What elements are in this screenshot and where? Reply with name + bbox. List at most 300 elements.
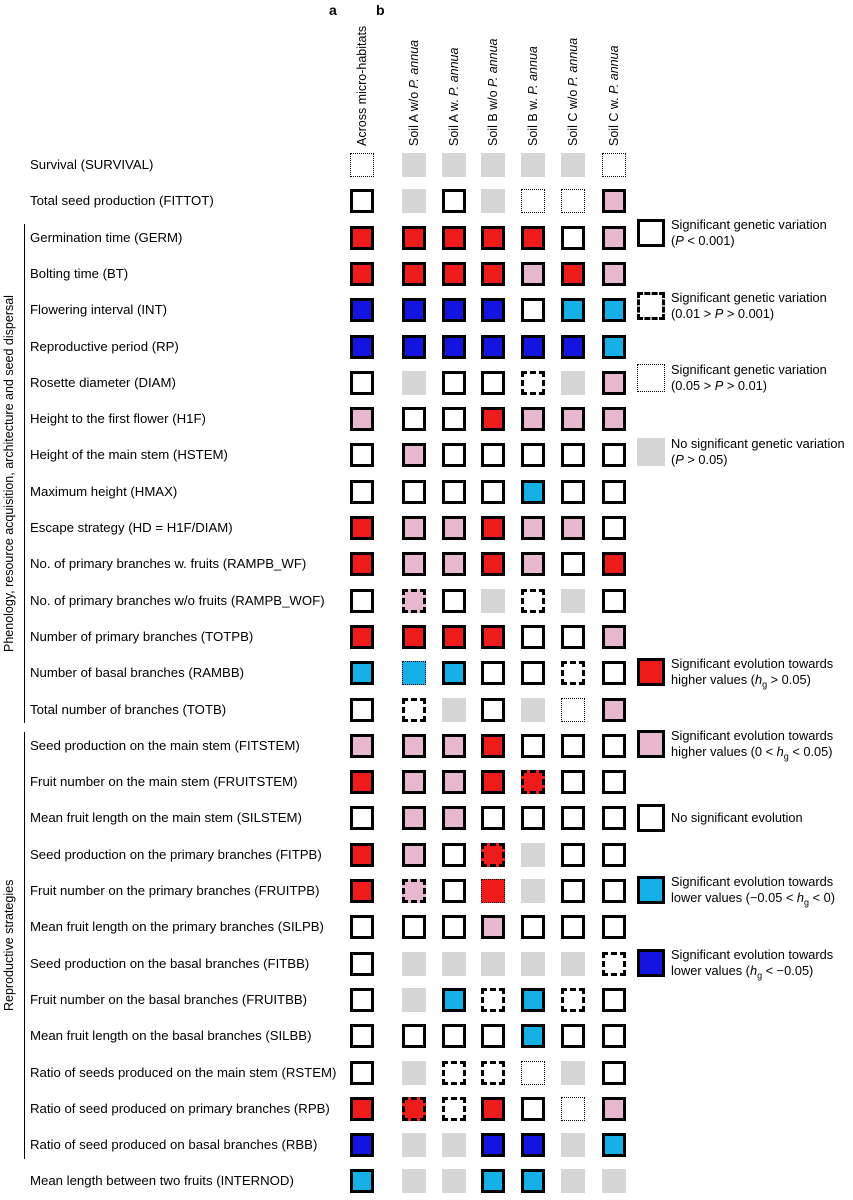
- heatmap-cell: [602, 1169, 626, 1193]
- heatmap-cell: [442, 661, 466, 685]
- legend-swatch: [637, 658, 665, 686]
- heatmap-cell: [602, 552, 626, 576]
- column-label: [447, 48, 461, 146]
- heatmap-cell: [481, 1133, 505, 1157]
- legend-line-2-part: (0.05 >: [671, 378, 715, 393]
- heatmap-cell: [602, 770, 626, 794]
- heatmap-cell: [602, 915, 626, 939]
- heatmap-cell: [602, 879, 626, 903]
- heatmap-cell: [442, 770, 466, 794]
- heatmap-cell: [561, 516, 585, 540]
- heatmap-cell: [402, 661, 426, 685]
- heatmap-cell: [350, 298, 374, 322]
- legend-line-2-part: lower values (−0.05 <: [671, 890, 797, 905]
- heatmap-cell: [602, 189, 626, 213]
- group-bracket: [24, 732, 25, 1159]
- heatmap-cell: [442, 698, 466, 722]
- legend-text: [671, 290, 827, 322]
- legend-line-2-part: higher values (: [671, 672, 755, 687]
- column-label: [355, 26, 369, 146]
- heatmap-cell: [521, 625, 545, 649]
- heatmap-cell: [521, 443, 545, 467]
- heatmap-cell: [602, 734, 626, 758]
- heatmap-cell: [521, 806, 545, 830]
- heatmap-cell: [481, 335, 505, 359]
- heatmap-cell: [402, 770, 426, 794]
- row-label: Maximum height (HMAX): [30, 483, 178, 499]
- heatmap-cell: [402, 698, 426, 722]
- heatmap-cell: [442, 371, 466, 395]
- legend-text: [671, 810, 803, 826]
- heatmap-cell: [521, 988, 545, 1012]
- row-label: Fruit number on the basal branches (FRUITBB): [30, 991, 308, 1007]
- legend-swatch: [637, 438, 665, 466]
- heatmap-cell: [521, 1133, 545, 1157]
- legend-line-1: No significant evolution: [671, 810, 803, 825]
- heatmap-cell: [561, 407, 585, 431]
- legend-text: [671, 436, 845, 468]
- legend-line-1: Significant genetic variation: [671, 290, 827, 305]
- heatmap-cell: [442, 1097, 466, 1121]
- heatmap-cell: [350, 734, 374, 758]
- heatmap-cell: [481, 298, 505, 322]
- heatmap-cell: [602, 1097, 626, 1121]
- heatmap-cell: [481, 1097, 505, 1121]
- row-label: Mean fruit length on the main stem (SILSTEM): [30, 810, 302, 826]
- legend-line-2-part: h: [776, 744, 784, 759]
- column-label-species: P. annua: [447, 47, 461, 96]
- legend-line-1: Significant evolution towards: [671, 656, 834, 671]
- heatmap-cell: [350, 1024, 374, 1048]
- column-label-text: Soil A w.: [447, 95, 461, 146]
- heatmap-cell: [602, 1024, 626, 1048]
- legend-line-2-part: (0.01 >: [671, 306, 715, 321]
- legend-line-2: [671, 378, 827, 394]
- row-label: Bolting time (BT): [30, 265, 129, 281]
- legend-line-1: Significant evolution towards: [671, 728, 834, 743]
- legend-line-2-part: < −0.05): [762, 963, 814, 978]
- legend-text: [671, 947, 833, 979]
- heatmap-cell: [442, 806, 466, 830]
- legend-text: [671, 728, 833, 760]
- heatmap-cell: [350, 1097, 374, 1121]
- heatmap-cell: [602, 480, 626, 504]
- legend-text: [671, 656, 833, 688]
- heatmap-cell: [402, 153, 426, 177]
- heatmap-cell: [602, 661, 626, 685]
- heatmap-cell: [442, 952, 466, 976]
- legend-line-2-part: h: [749, 963, 758, 978]
- heatmap-cell: [402, 1133, 426, 1157]
- heatmap-cell: [602, 952, 626, 976]
- heatmap-cell: [481, 407, 505, 431]
- column-label: [526, 46, 540, 146]
- heatmap-cell: [602, 153, 626, 177]
- legend-line-2-part: > 0.01): [723, 378, 768, 393]
- row-label: No. of primary branches w/o fruits (RAMPB_WOF): [30, 592, 325, 608]
- heatmap-cell: [350, 262, 374, 286]
- heatmap-cell: [561, 879, 585, 903]
- heatmap-cell: [442, 915, 466, 939]
- row-label: Fruit number on the primary branches (FRUITPB): [30, 883, 320, 898]
- heatmap-cell: [350, 879, 374, 903]
- heatmap-cell: [350, 661, 374, 685]
- heatmap-cell: [602, 516, 626, 540]
- heatmap-cell: [561, 1061, 585, 1085]
- heatmap-cell: [521, 335, 545, 359]
- heatmap-cell: [350, 625, 374, 649]
- heatmap-cell: [350, 589, 374, 613]
- heatmap-cell: [402, 879, 426, 903]
- heatmap-cell: [561, 298, 585, 322]
- heatmap-cell: [402, 371, 426, 395]
- heatmap-cell: [561, 1024, 585, 1048]
- legend-line-2-part: h: [754, 672, 763, 687]
- heatmap-cell: [402, 407, 426, 431]
- row-label: Ratio of seed produced on basal branches (RBB): [30, 1137, 318, 1153]
- legend-line-2-part: > 0.001): [723, 306, 775, 321]
- heatmap-cell: [521, 298, 545, 322]
- heatmap-cell: [561, 661, 585, 685]
- heatmap-cell: [561, 843, 585, 867]
- row-label: Seed production on the main stem (FITSTEM): [30, 737, 300, 753]
- row-label: Total number of branches (TOTB): [30, 701, 227, 717]
- heatmap-cell: [350, 552, 374, 576]
- heatmap-cell: [402, 625, 426, 649]
- heatmap-cell: [481, 443, 505, 467]
- legend-line-2-part: lower values (: [671, 963, 750, 978]
- legend-line-2-part: g: [783, 751, 789, 762]
- row-label: Height of the main stem (HSTEM): [30, 447, 228, 463]
- legend-line-2: [671, 744, 833, 760]
- heatmap-cell: [402, 552, 426, 576]
- heatmap-cell: [481, 661, 505, 685]
- heatmap-cell: [521, 661, 545, 685]
- legend-swatch: [637, 219, 665, 247]
- heatmap-cell: [602, 806, 626, 830]
- row-label: No. of primary branches w. fruits (RAMPB_WF): [30, 556, 307, 572]
- row-label: Fruit number on the main stem (FRUITSTEM): [30, 774, 298, 790]
- row-label: Mean fruit length on the basal branches (SILBB): [30, 1028, 312, 1044]
- heatmap-cell: [402, 480, 426, 504]
- heatmap-cell: [350, 516, 374, 540]
- heatmap-cell: [442, 1024, 466, 1048]
- heatmap-cell: [561, 371, 585, 395]
- column-label-text: Soil B w/o: [486, 86, 500, 146]
- heatmap-cell: [521, 189, 545, 213]
- legend-line-1: Significant genetic variation: [671, 217, 827, 232]
- heatmap-cell: [561, 988, 585, 1012]
- legend-line-2-part: P: [714, 306, 724, 321]
- heatmap-cell: [442, 843, 466, 867]
- column-label-text: Soil B w.: [526, 94, 540, 146]
- heatmap-cell: [442, 226, 466, 250]
- row-label: Survival (SURVIVAL): [30, 157, 154, 172]
- heatmap-cell: [350, 480, 374, 504]
- legend-swatch: [637, 949, 665, 977]
- heatmap-cell: [350, 1133, 374, 1157]
- legend-line-2: [671, 233, 827, 249]
- heatmap-cell: [521, 407, 545, 431]
- heatmap-cell: [402, 988, 426, 1012]
- heatmap-cell: [521, 770, 545, 794]
- row-label: Germination time (GERM): [30, 229, 183, 245]
- heatmap-cell: [402, 298, 426, 322]
- heatmap-cell: [521, 589, 545, 613]
- heatmap-cell: [442, 734, 466, 758]
- legend-line-2-part: P: [675, 452, 684, 467]
- heatmap-cell: [481, 480, 505, 504]
- heatmap-cell: [442, 298, 466, 322]
- heatmap-cell: [521, 952, 545, 976]
- heatmap-cell: [442, 480, 466, 504]
- row-label: Seed production on the primary branches (FITPB): [30, 846, 322, 862]
- heatmap-cell: [602, 298, 626, 322]
- column-label-species: P. annua: [486, 38, 500, 87]
- heatmap-cell: [402, 443, 426, 467]
- heatmap-cell: [481, 625, 505, 649]
- legend-line-2-part: higher values (0 <: [671, 744, 777, 759]
- heatmap-cell: [561, 153, 585, 177]
- heatmap-cell: [442, 1133, 466, 1157]
- heatmap-cell: [521, 1097, 545, 1121]
- row-label: Ratio of seeds produced on the main stem (RSTEM): [30, 1064, 337, 1080]
- group-label: Phenology, resource acquisition, architecture and seed dispersal: [2, 295, 16, 653]
- heatmap-cell: [561, 915, 585, 939]
- heatmap-cell: [602, 335, 626, 359]
- heatmap-cell: [481, 189, 505, 213]
- legend-line-2: [671, 672, 833, 688]
- heatmap-cell: [402, 806, 426, 830]
- row-label: Number of primary branches (TOTPB): [30, 628, 254, 644]
- heatmap-cell: [561, 552, 585, 576]
- heatmap-cell: [442, 552, 466, 576]
- heatmap-cell: [521, 516, 545, 540]
- legend-line-2-part: < 0): [809, 890, 836, 905]
- heatmap-cell: [561, 189, 585, 213]
- heatmap-cell: [521, 226, 545, 250]
- heatmap-cell: [350, 915, 374, 939]
- legend-text: [671, 874, 835, 906]
- row-label: Height to the first flower (H1F): [30, 411, 206, 427]
- heatmap-cell: [481, 879, 505, 903]
- heatmap-cell: [521, 879, 545, 903]
- heatmap-cell: [481, 226, 505, 250]
- row-label: Ratio of seed produced on primary branches (RPB): [30, 1100, 330, 1116]
- heatmap-cell: [561, 1097, 585, 1121]
- heatmap-cell: [561, 625, 585, 649]
- heatmap-cell: [521, 698, 545, 722]
- heatmap-cell: [442, 189, 466, 213]
- heatmap-cell: [561, 734, 585, 758]
- heatmap-cell: [602, 988, 626, 1012]
- row-label: Seed production on the basal branches (FITBB): [30, 955, 310, 971]
- heatmap-cell: [561, 698, 585, 722]
- heatmap-cell: [602, 443, 626, 467]
- legend-line-1: No significant genetic variation: [671, 436, 845, 451]
- heatmap-cell: [481, 1061, 505, 1085]
- heatmap-cell: [350, 335, 374, 359]
- heatmap-cell: [521, 552, 545, 576]
- legend-line-1: Significant evolution towards: [671, 874, 834, 889]
- heatmap-cell: [481, 770, 505, 794]
- heatmap-cell: [561, 1169, 585, 1193]
- legend-line-2-part: g: [804, 897, 810, 908]
- legend-line-2-part: (: [671, 452, 676, 467]
- heatmap-cell: [561, 770, 585, 794]
- heatmap-cell: [402, 1169, 426, 1193]
- heatmap-cell: [521, 915, 545, 939]
- column-label: [486, 39, 500, 147]
- heatmap-cell: [350, 153, 374, 177]
- heatmap-cell: [350, 226, 374, 250]
- heatmap-cell: [481, 988, 505, 1012]
- legend-line-2: [671, 963, 833, 979]
- heatmap-cell: [481, 806, 505, 830]
- legend-line-1: Significant genetic variation: [671, 362, 827, 377]
- heatmap-cell: [602, 407, 626, 431]
- heatmap-cell: [402, 189, 426, 213]
- heatmap-cell: [442, 589, 466, 613]
- legend-line-2-part: < 0.05): [788, 744, 833, 759]
- heatmap-cell: [481, 952, 505, 976]
- heatmap-cell: [350, 806, 374, 830]
- heatmap-cell: [521, 371, 545, 395]
- legend-line-2: [671, 890, 835, 906]
- row-label: Rosette diameter (DIAM): [30, 374, 176, 390]
- heatmap-cell: [442, 1061, 466, 1085]
- legend-line-2-part: g: [757, 970, 763, 981]
- heatmap-cell: [402, 516, 426, 540]
- column-label-text: Across micro-habitats: [355, 25, 369, 146]
- heatmap-cell: [602, 698, 626, 722]
- legend-swatch: [637, 730, 665, 758]
- heatmap-cell: [350, 371, 374, 395]
- legend-swatch: [637, 804, 665, 832]
- legend-line-2-part: > 0.05): [767, 672, 811, 687]
- heatmap-cell: [442, 625, 466, 649]
- heatmap-cell: [481, 1169, 505, 1193]
- heatmap-cell: [481, 371, 505, 395]
- column-label: [407, 40, 421, 146]
- heatmap-cell: [561, 1133, 585, 1157]
- group-label: Reproductive strategies: [2, 879, 16, 1011]
- legend-line-1: Significant evolution towards: [671, 947, 834, 962]
- heatmap-cell: [402, 335, 426, 359]
- column-label-species: P. annua: [526, 46, 540, 95]
- heatmap-cell: [602, 589, 626, 613]
- row-label: Flowering interval (INT): [30, 302, 168, 318]
- heatmap-cell: [561, 589, 585, 613]
- heatmap-cell: [602, 1133, 626, 1157]
- heatmap-cell: [442, 153, 466, 177]
- column-label-species: P. annua: [407, 39, 421, 89]
- column-label-text: Soil C w/o: [566, 86, 580, 146]
- legend-line-2-part: > 0.05): [683, 452, 728, 467]
- heatmap-cell: [521, 480, 545, 504]
- heatmap-cell: [442, 516, 466, 540]
- heatmap-cell: [481, 516, 505, 540]
- heatmap-cell: [481, 552, 505, 576]
- heatmap-cell: [350, 952, 374, 976]
- legend-line-2-part: P: [714, 378, 724, 393]
- heatmap-cell: [442, 262, 466, 286]
- heatmap-cell: [561, 443, 585, 467]
- column-label: [566, 38, 580, 146]
- heatmap-cell: [481, 1024, 505, 1048]
- heatmap-cell: [602, 226, 626, 250]
- heatmap-cell: [350, 1061, 374, 1085]
- legend-line-2: [671, 306, 827, 322]
- row-label: Reproductive period (RP): [30, 338, 179, 354]
- heatmap-cell: [442, 443, 466, 467]
- heatmap-cell: [402, 1061, 426, 1085]
- heatmap-cell: [402, 589, 426, 613]
- row-label: Escape strategy (HD = H1F/DIAM): [30, 520, 233, 535]
- heatmap-cell: [350, 1169, 374, 1193]
- heatmap-cell: [481, 698, 505, 722]
- legend-text: [671, 217, 827, 249]
- heatmap-cell: [521, 1169, 545, 1193]
- heatmap-cell: [442, 1169, 466, 1193]
- heatmap-cell: [561, 226, 585, 250]
- heatmap-cell: [442, 988, 466, 1012]
- heatmap-cell: [602, 1061, 626, 1085]
- legend-swatch: [637, 292, 665, 320]
- heatmap-cell: [350, 770, 374, 794]
- heatmap-cell: [521, 1061, 545, 1085]
- panel-letter-a: a: [329, 2, 337, 18]
- heatmap-cell: [521, 153, 545, 177]
- row-label: Number of basal branches (RAMBB): [30, 665, 245, 681]
- row-label: Total seed production (FITTOT): [30, 193, 214, 209]
- heatmap-cell: [402, 1097, 426, 1121]
- heatmap-cell: [602, 625, 626, 649]
- legend-line-2-part: < 0.001): [683, 233, 735, 248]
- legend-swatch: [637, 364, 665, 392]
- heatmap-cell: [602, 371, 626, 395]
- heatmap-cell: [561, 480, 585, 504]
- heatmap-cell: [521, 734, 545, 758]
- heatmap-cell: [442, 879, 466, 903]
- legend-line-2-part: P: [675, 233, 684, 248]
- heatmap-cell: [561, 952, 585, 976]
- legend-swatch: [637, 876, 665, 904]
- column-label-species: P. annua: [607, 45, 621, 94]
- heatmap-cell: [481, 262, 505, 286]
- heatmap-cell: [402, 1024, 426, 1048]
- heatmap-cell: [521, 843, 545, 867]
- legend-text: [671, 362, 827, 394]
- legend-line-2: [671, 452, 845, 468]
- heatmap-cell: [350, 189, 374, 213]
- heatmap-cell: [602, 843, 626, 867]
- heatmap-cell: [402, 262, 426, 286]
- heatmap-cell: [561, 262, 585, 286]
- row-label: Mean fruit length on the primary branches (SILPB): [30, 919, 324, 935]
- heatmap-cell: [350, 698, 374, 722]
- row-label: Mean length between two fruits (INTERNOD): [30, 1173, 294, 1189]
- heatmap-cell: [442, 335, 466, 359]
- column-label-species: P. annua: [566, 37, 580, 87]
- column-label-text: Soil A w/o: [407, 88, 421, 146]
- heatmap-cell: [481, 915, 505, 939]
- heatmap-cell: [350, 843, 374, 867]
- column-label: [607, 45, 621, 146]
- heatmap-cell: [481, 734, 505, 758]
- heatmap-cell: [442, 407, 466, 431]
- legend-line-2-part: (: [671, 233, 676, 248]
